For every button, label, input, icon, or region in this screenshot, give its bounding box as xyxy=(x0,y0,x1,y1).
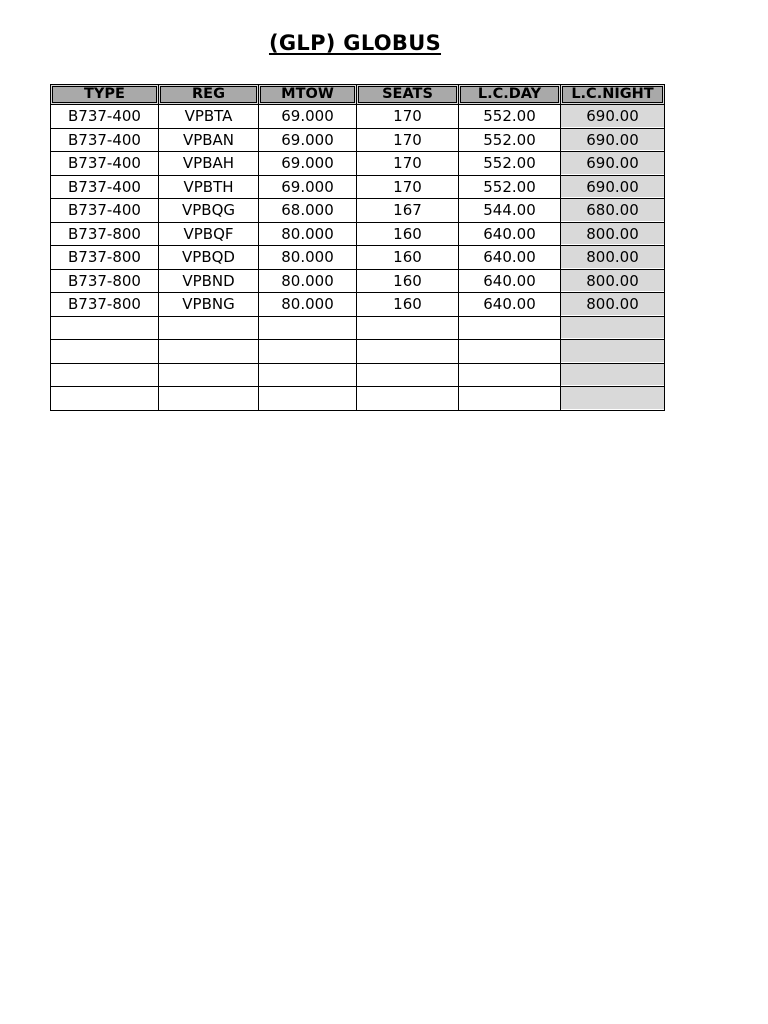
cell-lc-day xyxy=(459,387,561,411)
cell-lc-night xyxy=(561,363,665,387)
cell-mtow: 80.000 xyxy=(259,269,357,293)
cell-reg: VPBTH xyxy=(159,175,259,199)
table-body xyxy=(51,105,665,411)
cell-reg xyxy=(159,316,259,340)
cell-reg xyxy=(159,340,259,364)
cell-lc-day: 552.00 xyxy=(459,105,561,129)
cell-mtow: 69.000 xyxy=(259,175,357,199)
document-title: (GLP) GLOBUS xyxy=(268,31,442,55)
cell-reg: VPBNG xyxy=(159,293,259,317)
cell-seats: 160 xyxy=(357,222,459,246)
cell-type xyxy=(51,340,159,364)
cell-mtow: 69.000 xyxy=(259,128,357,152)
cell-seats: 170 xyxy=(357,175,459,199)
cell-type: B737-800 xyxy=(51,293,159,317)
table-row xyxy=(51,363,665,387)
cell-type: B737-400 xyxy=(51,199,159,223)
cell-lc-day xyxy=(459,363,561,387)
cell-reg: VPBQD xyxy=(159,246,259,270)
cell-seats: 160 xyxy=(357,269,459,293)
cell-seats xyxy=(357,387,459,411)
cell-lc-night: 800.00 xyxy=(561,269,665,293)
cell-reg: VPBQF xyxy=(159,222,259,246)
table-row xyxy=(51,199,665,223)
cell-seats xyxy=(357,363,459,387)
cell-reg xyxy=(159,363,259,387)
cell-lc-night xyxy=(561,387,665,411)
cell-lc-night: 690.00 xyxy=(561,128,665,152)
cell-mtow: 80.000 xyxy=(259,293,357,317)
cell-lc-night: 680.00 xyxy=(561,199,665,223)
header-lc-day: L.C.DAY xyxy=(459,85,561,105)
cell-mtow xyxy=(259,387,357,411)
cell-mtow: 69.000 xyxy=(259,105,357,129)
cell-lc-night xyxy=(561,340,665,364)
cell-lc-night: 800.00 xyxy=(561,246,665,270)
cell-lc-day: 552.00 xyxy=(459,175,561,199)
cell-reg xyxy=(159,387,259,411)
cell-type xyxy=(51,387,159,411)
table-row xyxy=(51,293,665,317)
table-header-row xyxy=(51,85,665,105)
cell-mtow: 80.000 xyxy=(259,246,357,270)
cell-type: B737-800 xyxy=(51,269,159,293)
cell-lc-night: 800.00 xyxy=(561,222,665,246)
cell-lc-day: 640.00 xyxy=(459,222,561,246)
table-row xyxy=(51,316,665,340)
cell-mtow: 80.000 xyxy=(259,222,357,246)
cell-lc-night: 800.00 xyxy=(561,293,665,317)
cell-lc-day: 640.00 xyxy=(459,269,561,293)
cell-type: B737-800 xyxy=(51,222,159,246)
table-row xyxy=(51,340,665,364)
cell-reg: VPBAN xyxy=(159,128,259,152)
cell-seats: 170 xyxy=(357,128,459,152)
cell-lc-night xyxy=(561,316,665,340)
cell-reg: VPBND xyxy=(159,269,259,293)
cell-lc-day: 552.00 xyxy=(459,152,561,176)
cell-seats: 170 xyxy=(357,105,459,129)
cell-lc-day xyxy=(459,340,561,364)
cell-seats xyxy=(357,316,459,340)
cell-lc-day xyxy=(459,316,561,340)
table-row xyxy=(51,128,665,152)
cell-reg: VPBQG xyxy=(159,199,259,223)
cell-type: B737-400 xyxy=(51,128,159,152)
table-row xyxy=(51,387,665,411)
cell-type xyxy=(51,363,159,387)
cell-lc-night: 690.00 xyxy=(561,105,665,129)
header-lc-night: L.C.NIGHT xyxy=(561,85,665,105)
cell-reg: VPBTA xyxy=(159,105,259,129)
table-row xyxy=(51,105,665,129)
cell-mtow xyxy=(259,363,357,387)
cell-seats: 167 xyxy=(357,199,459,223)
cell-seats xyxy=(357,340,459,364)
table-row xyxy=(51,269,665,293)
table-row xyxy=(51,222,665,246)
cell-seats: 170 xyxy=(357,152,459,176)
cell-type xyxy=(51,316,159,340)
cell-lc-night: 690.00 xyxy=(561,175,665,199)
table-row xyxy=(51,175,665,199)
header-mtow: MTOW xyxy=(259,85,357,105)
cell-lc-day: 552.00 xyxy=(459,128,561,152)
header-type: TYPE xyxy=(51,85,159,105)
cell-type: B737-400 xyxy=(51,175,159,199)
cell-lc-day: 640.00 xyxy=(459,246,561,270)
cell-lc-day: 640.00 xyxy=(459,293,561,317)
cell-type: B737-400 xyxy=(51,105,159,129)
cell-type: B737-400 xyxy=(51,152,159,176)
cell-type: B737-800 xyxy=(51,246,159,270)
cell-mtow: 69.000 xyxy=(259,152,357,176)
table-row xyxy=(51,152,665,176)
cell-lc-night: 690.00 xyxy=(561,152,665,176)
cell-mtow xyxy=(259,340,357,364)
cell-mtow xyxy=(259,316,357,340)
cell-mtow: 68.000 xyxy=(259,199,357,223)
cell-seats: 160 xyxy=(357,293,459,317)
table-row xyxy=(51,246,665,270)
cell-reg: VPBAH xyxy=(159,152,259,176)
header-reg: REG xyxy=(159,85,259,105)
cell-seats: 160 xyxy=(357,246,459,270)
fleet-table xyxy=(50,84,665,411)
cell-lc-day: 544.00 xyxy=(459,199,561,223)
header-seats: SEATS xyxy=(357,85,459,105)
